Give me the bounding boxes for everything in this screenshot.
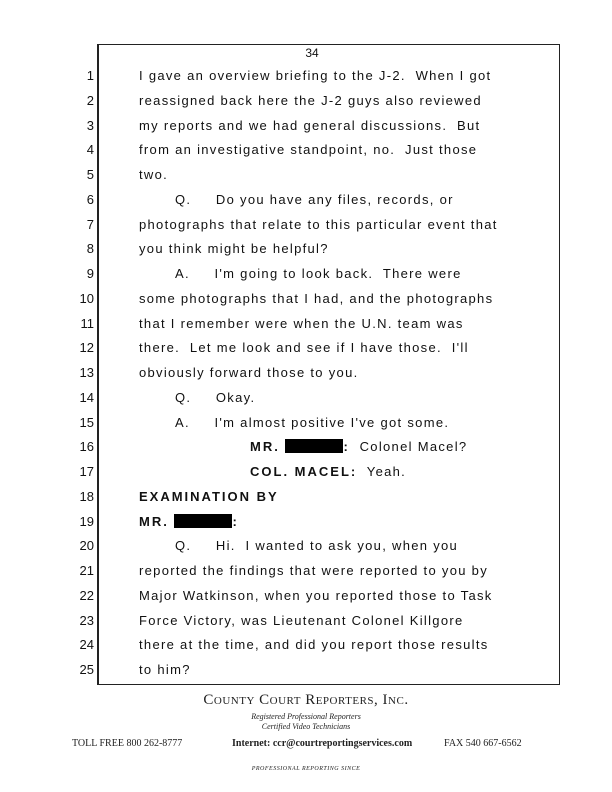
redaction-bar bbox=[285, 439, 343, 453]
line-text bbox=[139, 217, 498, 232]
line-number: 22 bbox=[79, 587, 94, 603]
line-bold: COL. MACEL: bbox=[250, 464, 358, 479]
line-text bbox=[139, 118, 480, 133]
line-text bbox=[139, 241, 329, 256]
page-number: 34 bbox=[305, 46, 319, 60]
line-pre: photographs that relate to this particular event that bbox=[139, 216, 498, 232]
line-text bbox=[139, 340, 469, 355]
line-text bbox=[175, 192, 454, 207]
line-text bbox=[139, 489, 279, 504]
line-number: 23 bbox=[79, 612, 94, 628]
line-number: 5 bbox=[86, 167, 94, 182]
line-number: 25 bbox=[79, 662, 94, 677]
line-pre: there. Let me look and see if I have those. I'll bbox=[139, 340, 469, 356]
line-number: 21 bbox=[79, 563, 94, 578]
line-pre: to him? bbox=[139, 662, 191, 677]
line-text bbox=[175, 538, 458, 553]
line-text bbox=[139, 563, 488, 578]
line-pre: you think might be helpful? bbox=[139, 241, 329, 257]
line-number: 24 bbox=[79, 637, 94, 653]
line-pre: reported the findings that were reported to you by bbox=[139, 563, 489, 578]
line-text bbox=[139, 142, 477, 157]
line-number: 8 bbox=[86, 241, 94, 257]
line-number: 11 bbox=[80, 315, 94, 331]
line-pre: my reports and we had general discussions. But bbox=[139, 117, 481, 133]
line-text bbox=[139, 637, 489, 652]
company-name: County Court Reporters, Inc. bbox=[203, 692, 409, 708]
line-number: 19 bbox=[79, 513, 94, 529]
line-pre: Q. Hi. I wanted to ask you, when you bbox=[175, 538, 459, 554]
line-pre: two. bbox=[139, 167, 169, 182]
line-boldpost: : bbox=[232, 513, 239, 529]
line-number: 1 bbox=[86, 68, 94, 83]
line-number: 7 bbox=[86, 216, 94, 232]
line-text bbox=[139, 365, 359, 380]
redaction-bar bbox=[174, 514, 232, 528]
line-number: 2 bbox=[86, 92, 94, 108]
line-text bbox=[139, 68, 491, 83]
line-text bbox=[139, 514, 239, 529]
line-pre: A. I'm almost positive I've got some. bbox=[175, 414, 450, 430]
line-number: 17 bbox=[79, 464, 94, 479]
line-text bbox=[139, 291, 493, 306]
line-number: 10 bbox=[79, 290, 94, 306]
line-number: 6 bbox=[86, 191, 94, 207]
line-post: Colonel Macel? bbox=[349, 439, 468, 455]
line-number: 20 bbox=[79, 538, 94, 554]
line-pre: from an investigative standpoint, no. Just those bbox=[139, 142, 478, 158]
line-bold: MR. bbox=[250, 439, 286, 455]
line-pre: some photographs that I had, and the photographs bbox=[139, 290, 494, 306]
line-text bbox=[139, 613, 464, 628]
line-text bbox=[175, 266, 462, 281]
line-number: 12 bbox=[79, 340, 94, 356]
line-number: 15 bbox=[79, 414, 94, 430]
line-pre: A. I'm going to look back. There were bbox=[175, 266, 462, 281]
tagline-reporters: Registered Professional Reporters bbox=[251, 712, 361, 721]
line-number: 16 bbox=[79, 439, 94, 455]
line-text bbox=[175, 390, 255, 405]
toll-free: TOLL FREE 800 262-8777 bbox=[72, 738, 183, 749]
tagline-video: Certified Video Technicians bbox=[261, 722, 351, 731]
line-pre: I gave an overview briefing to the J-2. When I got bbox=[139, 68, 492, 83]
internet-email: Internet: ccr@courtreportingservices.com bbox=[232, 738, 413, 749]
line-text bbox=[250, 464, 406, 479]
line-pre: Q. Okay. bbox=[175, 389, 256, 405]
line-pre: reassigned back here the J-2 guys also reviewed bbox=[139, 92, 482, 108]
line-number: 9 bbox=[86, 266, 94, 281]
fax-number: FAX 540 667-6562 bbox=[444, 738, 522, 749]
line-pre: there at the time, and did you report those results bbox=[139, 637, 489, 653]
line-number: 3 bbox=[86, 117, 94, 133]
line-boldpost: : bbox=[343, 439, 350, 455]
line-number: 14 bbox=[79, 389, 94, 405]
line-pre: Force Victory, was Lieutenant Colonel Killgore bbox=[139, 612, 464, 628]
since-line: PROFESSIONAL REPORTING SINCE bbox=[251, 766, 361, 772]
line-text bbox=[139, 167, 168, 182]
line-text bbox=[139, 662, 191, 677]
line-text bbox=[250, 439, 467, 454]
line-text bbox=[139, 316, 464, 331]
line-pre: obviously forward those to you. bbox=[139, 365, 359, 380]
line-post: Yeah. bbox=[357, 464, 407, 479]
line-text bbox=[139, 93, 482, 108]
line-text bbox=[139, 588, 493, 603]
line-text bbox=[175, 415, 449, 430]
line-pre: Q. Do you have any files, records, or bbox=[175, 191, 454, 207]
line-bold: MR. bbox=[139, 513, 175, 529]
line-number: 13 bbox=[79, 365, 94, 380]
line-pre: Major Watkinson, when you reported those to Task bbox=[139, 587, 493, 603]
line-number: 18 bbox=[79, 488, 94, 504]
line-number: 4 bbox=[86, 142, 94, 158]
line-bold: EXAMINATION BY bbox=[139, 488, 279, 504]
line-pre: that I remember were when the U.N. team was bbox=[139, 315, 464, 331]
